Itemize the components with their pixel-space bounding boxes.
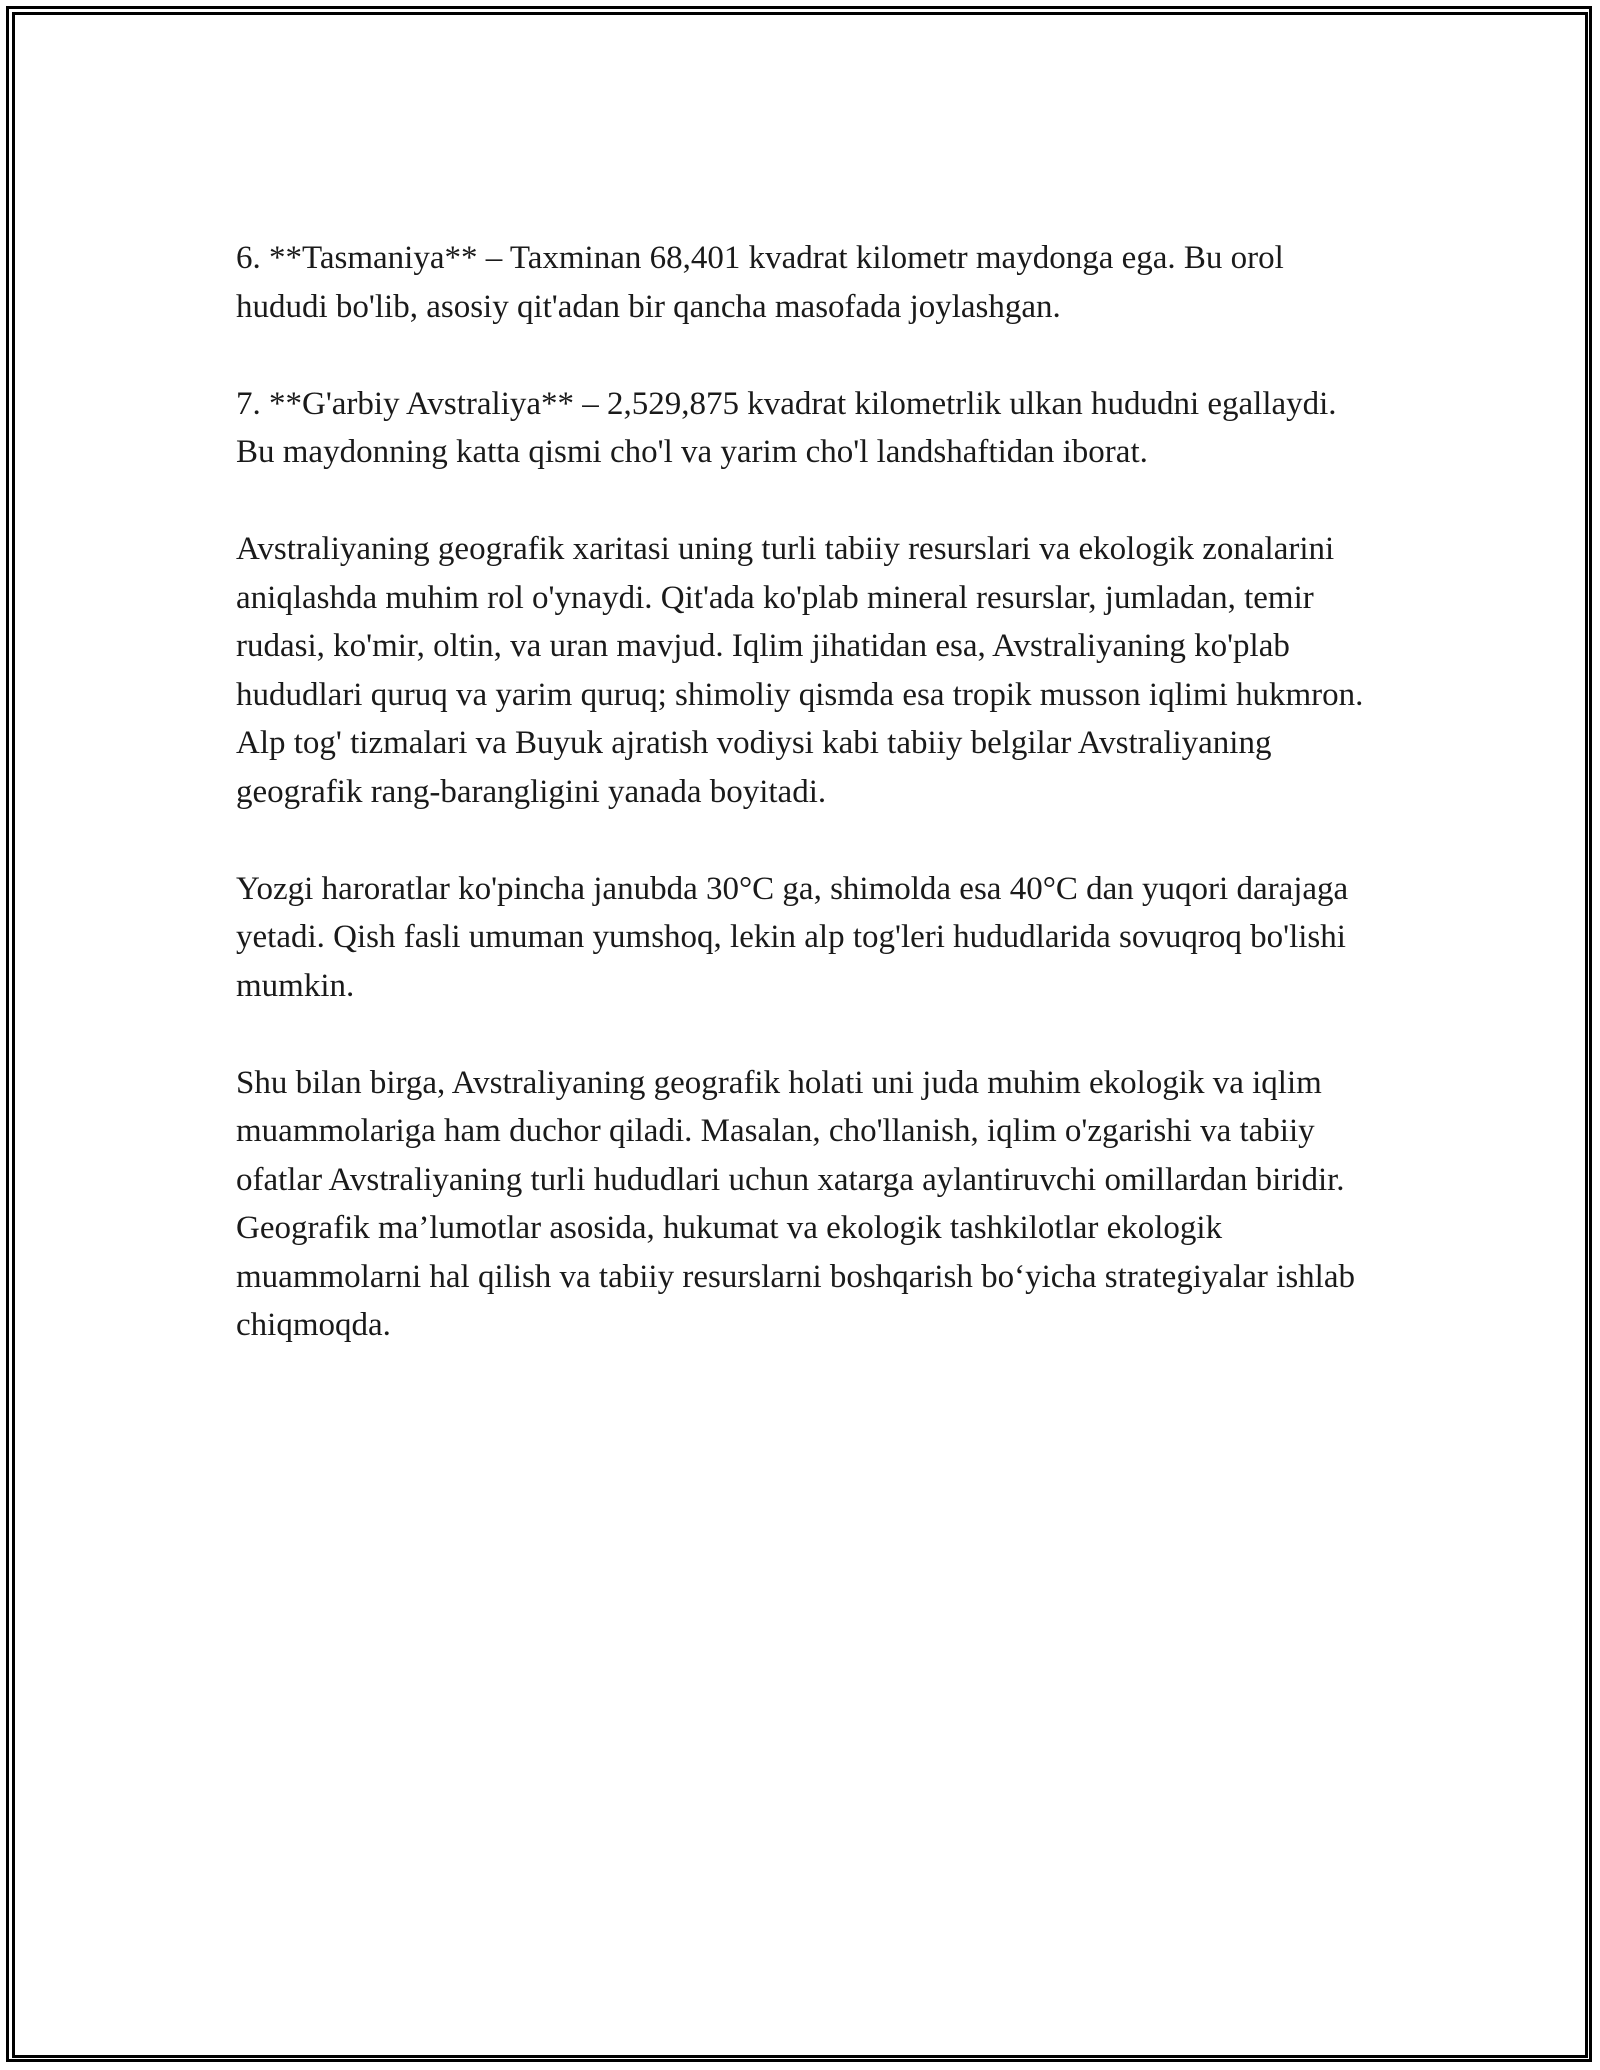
paragraph-haroratlar: Yozgi haroratlar ko'pincha janubda 30°C ga, shimolda esa 40°C dan yuqori darajaga yetadi. Qish fasli umuman yumshoq, lekin alp tog'leri hududlarida sovuqroq bo'lishi mumkin.: [236, 870, 1349, 1004]
paragraph-tasmaniya: 6. **Tasmaniya** – Taxminan 68,401 kvadrat kilometr maydonga ega. Bu orol hududi bo'lib, asosiy qit'adan bir qancha masofada joylashgan.: [236, 240, 1284, 325]
paragraph-ekologik-muammolar: Shu bilan birga, Avstraliyaning geografik holati uni juda muhim ekologik va iqlim muammolariga ham duchor qiladi. Masalan, cho'llanish, iqlim o'zgarishi va tabiiy ofatlar Avstraliyaning turli hududlari uchun xatarga aylantiruvchi omillardan biridir. Geografik ma’lumotlar asosida, hukumat va ekologik tashkilotlar ekologik muammolarni hal qilish va tabiiy resurslarni boshqarish bo‘yicha strategiyalar ishlab chiqmoqda.: [236, 1064, 1355, 1343]
paragraph-geografik-xarita: Avstraliyaning geografik xaritasi uning turli tabiiy resurslari va ekologik zonalarini aniqlashda muhim rol o'ynaydi. Qit'ada ko'plab mineral resurslar, jumladan, temir rudasi, ko'mir, oltin, va uran mavjud. Iqlim jihatidan esa, Avstraliyaning ko'plab hududlari quruq va yarim quruq; shimoliy qismda esa tropik musson iqlimi hukmron. Alp tog' tizmalari va Buyuk ajratish vodiysi kabi tabiiy belgilar Avstraliyaning geografik rang-barangligini yanada boyitadi.: [236, 531, 1364, 810]
paragraph-garbiy-avstraliya: 7. **G'arbiy Avstraliya** – 2,529,875 kvadrat kilometrlik ulkan hududni egallaydi. Bu maydonning katta qismi cho'l va yarim cho'l landshaftidan iborat.: [236, 385, 1337, 470]
document-body: [236, 234, 1376, 1398]
